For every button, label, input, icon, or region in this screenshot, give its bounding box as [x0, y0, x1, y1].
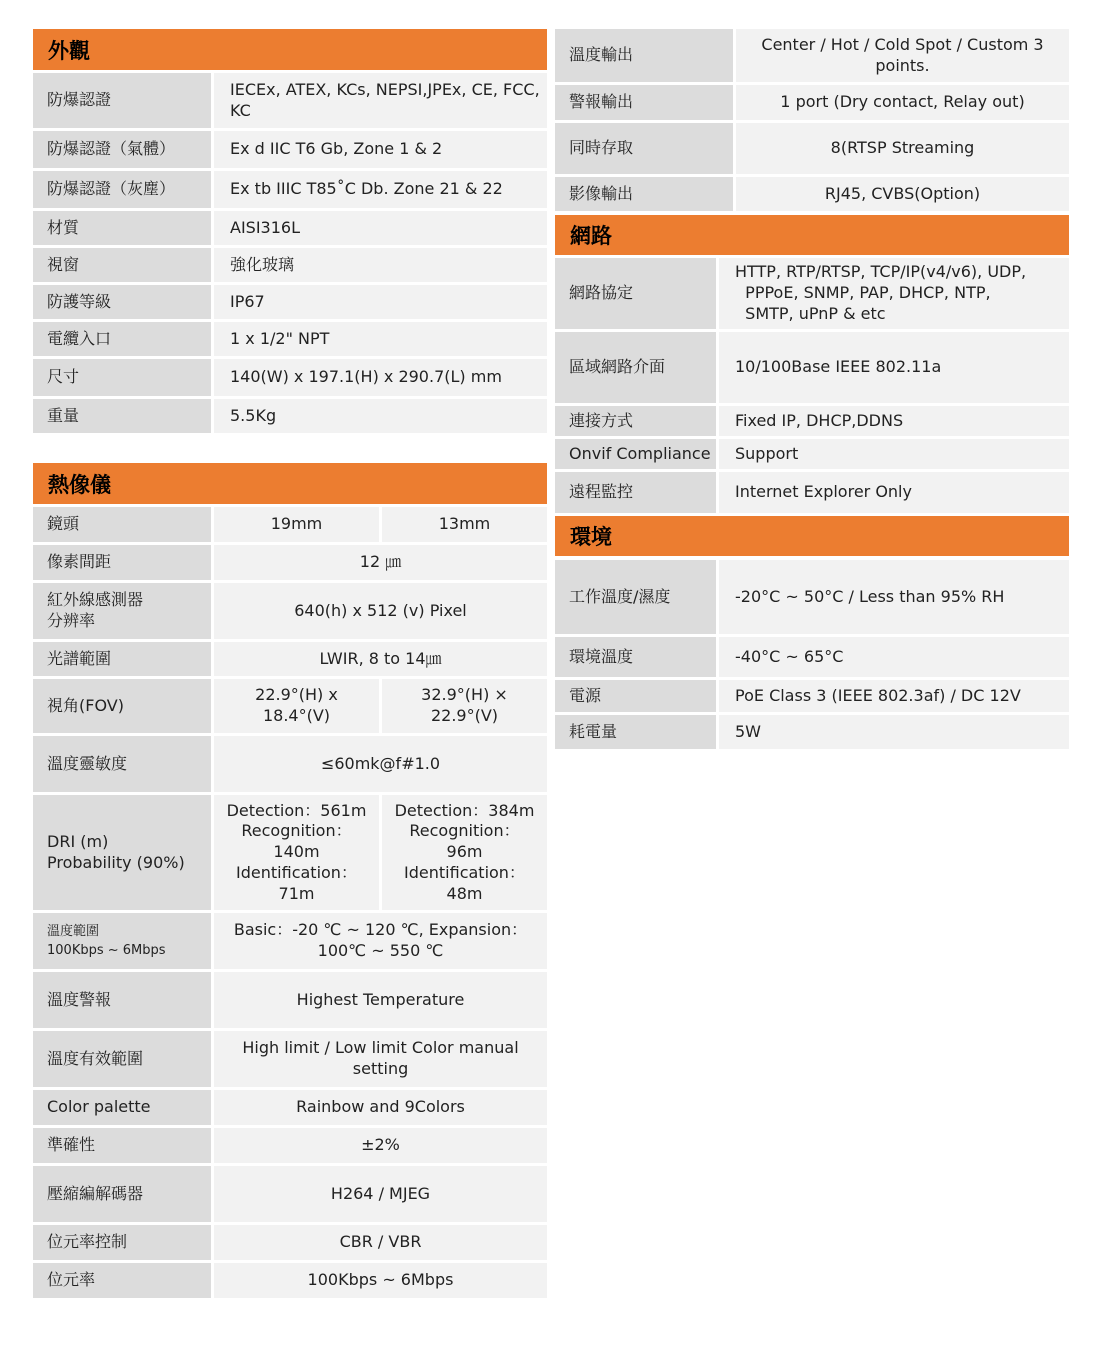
spec-row	[33, 1031, 547, 1087]
spec-label: 工作溫度/濕度	[555, 560, 716, 634]
spec-label: 壓縮編解碼器	[33, 1166, 211, 1222]
spec-row	[555, 406, 1069, 436]
spec-row	[555, 680, 1069, 712]
spec-label: 電源	[555, 680, 716, 712]
spec-value: 22.9°(H) x 18.4°(V)	[214, 679, 379, 733]
spec-value: 8(RTSP Streaming	[736, 123, 1069, 174]
spec-value: Support	[719, 439, 1069, 469]
spec-label: 耗電量	[555, 715, 716, 749]
spec-label: DRI (m) Probability (90%)	[33, 795, 211, 910]
spec-value: Ex tb IIIC T85˚C Db. Zone 21 & 22	[214, 171, 547, 208]
spec-row	[33, 285, 547, 319]
spec-row	[33, 679, 547, 733]
spec-row	[33, 73, 547, 128]
spec-label: 光譜範圍	[33, 642, 211, 676]
spec-row	[555, 258, 1069, 329]
spec-value: RJ45, CVBS(Option)	[736, 177, 1069, 211]
spec-value: 12 ㎛	[214, 545, 547, 580]
spec-label: 遠程監控	[555, 472, 716, 513]
spec-value: High limit / Low limit Color manual setting	[214, 1031, 547, 1087]
spec-label: 準確性	[33, 1128, 211, 1163]
spec-row	[33, 1225, 547, 1260]
spec-value: 1 x 1/2" NPT	[214, 322, 547, 356]
left-column	[33, 29, 547, 1301]
spec-label: Onvif Compliance	[555, 439, 716, 469]
spec-value: ≤60mk@f#1.0	[214, 736, 547, 792]
spec-label: 區域網路介面	[555, 332, 716, 403]
spec-label: 視角(FOV)	[33, 679, 211, 733]
spec-label: 溫度警報	[33, 972, 211, 1028]
spec-value: AISI316L	[214, 211, 547, 245]
spec-label: 尺寸	[33, 359, 211, 396]
spec-value: Center / Hot / Cold Spot / Custom 3 points.	[736, 29, 1069, 82]
spec-label: 連接方式	[555, 406, 716, 436]
spec-value: IECEx, ATEX, KCs, NEPSI,JPEx, CE, FCC, KC	[214, 73, 547, 128]
spec-row	[33, 211, 547, 245]
thermal-header	[33, 463, 547, 504]
spec-value: Detection：561m Recognition： 140m Identification： 71m	[214, 795, 379, 910]
spec-label: 環境溫度	[555, 637, 716, 677]
spec-row	[555, 715, 1069, 749]
spec-row	[33, 972, 547, 1028]
spec-label: 警報輸出	[555, 85, 733, 120]
spec-label: 鏡頭	[33, 507, 211, 542]
spec-value: Detection：384m Recognition： 96m Identification： 48m	[382, 795, 547, 910]
spec-label: 電纜入口	[33, 322, 211, 356]
spec-row	[555, 123, 1069, 174]
spec-label: 網路協定	[555, 258, 716, 329]
spec-value: 13mm	[382, 507, 547, 542]
spec-row	[33, 1263, 547, 1298]
spec-row	[33, 545, 547, 580]
spec-value: HTTP, RTP/RTSP, TCP/IP(v4/v6), UDP, PPPoE, SNMP, PAP, DHCP, NTP, SMTP, uPnP & etc	[719, 258, 1069, 329]
right-column	[555, 29, 1069, 752]
spec-row	[33, 399, 547, 433]
network-title: 網路	[570, 224, 612, 248]
spec-value: ±2%	[214, 1128, 547, 1163]
spec-label: 防爆認證（氣體）	[33, 131, 211, 168]
spec-label: 位元率	[33, 1263, 211, 1298]
spec-value: CBR / VBR	[214, 1225, 547, 1260]
spec-value: 10/100Base IEEE 802.11a	[719, 332, 1069, 403]
spec-row	[33, 171, 547, 208]
spec-row	[33, 1128, 547, 1163]
spec-value: Ex d IIC T6 Gb, Zone 1 & 2	[214, 131, 547, 168]
spec-row	[33, 736, 547, 792]
spec-row	[33, 642, 547, 676]
spec-label: 像素間距	[33, 545, 211, 580]
exterior-title: 外觀	[48, 38, 90, 63]
spec-row	[555, 177, 1069, 211]
spec-row	[33, 507, 547, 542]
spec-row	[555, 637, 1069, 677]
spec-row	[33, 322, 547, 356]
spec-value: PoE Class 3 (IEEE 802.3af) / DC 12V	[719, 680, 1069, 712]
spec-label: 溫度範圍 100Kbps ~ 6Mbps	[33, 913, 211, 969]
environment-header	[555, 516, 1069, 556]
spec-value: Rainbow and 9Colors	[214, 1090, 547, 1125]
spec-row	[555, 439, 1069, 469]
spec-value: IP67	[214, 285, 547, 319]
spec-row	[555, 472, 1069, 513]
thermal-title: 熱像儀	[48, 472, 111, 497]
spec-value: 1 port (Dry contact, Relay out)	[736, 85, 1069, 120]
spec-value: 640(h) x 512 (v) Pixel	[214, 583, 547, 639]
spec-value: Internet Explorer Only	[719, 472, 1069, 513]
spec-row	[33, 1090, 547, 1125]
spec-value: 19mm	[214, 507, 379, 542]
environment-title: 環境	[570, 525, 612, 549]
spec-label: Color palette	[33, 1090, 211, 1125]
spec-value: H264 / MJEG	[214, 1166, 547, 1222]
spec-label: 視窗	[33, 248, 211, 282]
spec-value: 強化玻璃	[214, 248, 547, 282]
spec-value: 32.9°(H) × 22.9°(V)	[382, 679, 547, 733]
spec-value: Highest Temperature	[214, 972, 547, 1028]
spec-row	[33, 583, 547, 639]
spec-value: LWIR, 8 to 14㎛	[214, 642, 547, 676]
spec-label: 溫度有效範圍	[33, 1031, 211, 1087]
spec-row	[555, 85, 1069, 120]
spec-value: Fixed IP, DHCP,DDNS	[719, 406, 1069, 436]
spec-value: Basic：-20 ℃ ~ 120 ℃, Expansion： 100℃ ~ 550 ℃	[214, 913, 547, 969]
spec-label: 溫度輸出	[555, 29, 733, 82]
spec-value: 5.5Kg	[214, 399, 547, 433]
spec-label: 材質	[33, 211, 211, 245]
spec-value: 140(W) x 197.1(H) x 290.7(L) mm	[214, 359, 547, 396]
spec-row	[33, 1166, 547, 1222]
spec-label: 位元率控制	[33, 1225, 211, 1260]
spec-row	[33, 131, 547, 168]
spec-row	[33, 359, 547, 396]
spec-label: 防爆認證	[33, 73, 211, 128]
spec-value: -20°C ~ 50°C / Less than 95% RH	[719, 560, 1069, 634]
spec-label: 紅外線感測器 分辨率	[33, 583, 211, 639]
spec-row	[555, 29, 1069, 82]
spec-row	[33, 913, 547, 969]
spec-label: 防爆認證（灰塵）	[33, 171, 211, 208]
spec-label: 同時存取	[555, 123, 733, 174]
spec-label: 重量	[33, 399, 211, 433]
exterior-header	[33, 29, 547, 70]
spec-value: 100Kbps ~ 6Mbps	[214, 1263, 547, 1298]
spec-label: 防護等級	[33, 285, 211, 319]
spec-value: -40°C ~ 65°C	[719, 637, 1069, 677]
spec-label: 溫度靈敏度	[33, 736, 211, 792]
spec-value: 5W	[719, 715, 1069, 749]
network-header	[555, 215, 1069, 255]
spec-row	[33, 248, 547, 282]
spec-row	[555, 332, 1069, 403]
spec-row	[33, 795, 547, 910]
spec-row	[555, 560, 1069, 634]
spec-label: 影像輸出	[555, 177, 733, 211]
